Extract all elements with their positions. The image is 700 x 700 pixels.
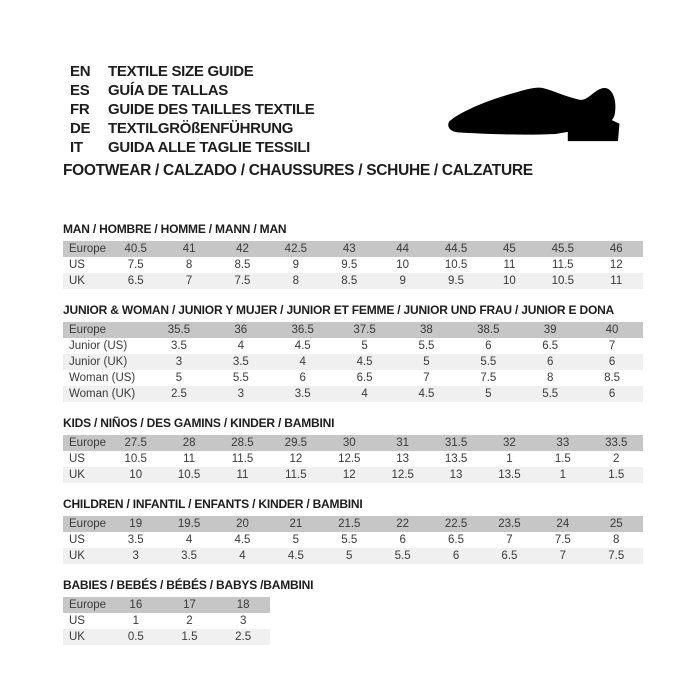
size-value-cell: 10	[129, 469, 143, 481]
size-value-cell: 8.5	[234, 259, 251, 271]
size-value-cell: 8.5	[604, 372, 621, 384]
size-value-cell: 8	[613, 534, 620, 546]
row-label-cell: Europe	[69, 243, 107, 255]
row-label-cell: US	[69, 453, 85, 465]
row-label-cell: Europe	[69, 324, 107, 336]
section-title-man: MAN / HOMBRE / HOMME / MANN / MAN	[63, 222, 287, 236]
size-value-cell: 5	[485, 388, 492, 400]
table-row	[63, 629, 270, 645]
size-value-cell: 40.5	[124, 243, 147, 255]
table-row	[63, 370, 643, 386]
size-value-cell: 4.5	[418, 388, 435, 400]
size-value-cell: 11.5	[231, 453, 254, 465]
row-label-cell: Woman (US)	[69, 372, 136, 384]
size-value-cell: 0.5	[127, 631, 144, 643]
language-line	[70, 119, 314, 138]
size-value-cell: 22.5	[444, 518, 468, 530]
size-value-cell: 3.5	[127, 534, 144, 546]
size-value-cell: 19.5	[177, 518, 201, 530]
language-label: GUIDA ALLE TAGLIE TESSILI	[108, 139, 310, 156]
size-value-cell: 5.5	[394, 550, 411, 562]
size-value-cell: 4	[239, 550, 246, 562]
size-value-cell: 4	[237, 340, 245, 352]
section-man	[63, 222, 645, 289]
size-value-cell: 1	[506, 453, 513, 465]
size-value-cell: 22	[396, 518, 410, 530]
size-value-cell: 7	[608, 340, 616, 352]
size-value-cell: 29.5	[284, 437, 308, 449]
size-tables-area	[63, 222, 645, 659]
size-table-babies	[63, 597, 270, 645]
size-value-cell: 12.5	[391, 469, 414, 481]
size-value-cell: 37.5	[353, 324, 376, 336]
size-table-children	[63, 516, 643, 564]
language-code: IT	[70, 139, 83, 156]
size-value-cell: 8	[546, 372, 554, 384]
size-value-cell: 28.5	[231, 437, 254, 449]
size-value-cell: 5.5	[542, 388, 559, 400]
size-value-cell: 12	[289, 453, 303, 465]
size-value-cell: 11	[610, 275, 623, 287]
size-value-cell: 5.5	[418, 340, 435, 352]
table-header-row	[63, 241, 643, 257]
size-value-cell: 8	[292, 275, 300, 287]
size-value-cell: 13	[449, 469, 463, 481]
size-value-cell: 2.5	[170, 388, 187, 400]
size-value-cell: 31	[396, 437, 410, 449]
size-value-cell: 1	[559, 469, 567, 481]
table-row	[63, 467, 643, 483]
size-value-cell: 3	[175, 356, 183, 368]
table-row	[63, 257, 643, 273]
size-value-cell: 5	[175, 372, 183, 384]
size-value-cell: 13.5	[444, 453, 468, 465]
row-label-cell: US	[69, 615, 85, 627]
size-value-cell: 10	[396, 259, 410, 271]
row-label-cell: US	[69, 259, 85, 271]
dress-shoe-icon	[446, 85, 620, 143]
size-value-cell: 5	[346, 550, 353, 562]
size-value-cell: 6.5	[356, 372, 373, 384]
table-header-row	[63, 322, 643, 338]
section-title-junior-woman: JUNIOR & WOMAN / JUNIOR Y MUJER / JUNIOR ET FEMME / JUNIOR UND FRAU / JUNIOR E DONA	[63, 303, 615, 317]
language-label: TEXTILE SIZE GUIDE	[108, 63, 254, 80]
size-value-cell: 2.5	[235, 631, 252, 643]
language-code: FR	[70, 101, 90, 118]
size-value-cell: 5	[361, 340, 368, 352]
size-value-cell: 6	[546, 356, 554, 368]
size-value-cell: 6	[452, 550, 460, 562]
size-value-cell: 21.5	[338, 518, 361, 530]
size-value-cell: 6	[299, 372, 306, 384]
row-label-cell: US	[69, 534, 85, 546]
section-title-babies: BABIES / BEBÉS / BÉBÉS / BABYS /BAMBINI	[63, 578, 314, 592]
language-code: ES	[70, 82, 90, 99]
size-value-cell: 5.5	[480, 356, 497, 368]
size-value-cell: 10.5	[444, 259, 468, 271]
size-value-cell: 11	[183, 453, 196, 465]
size-value-cell: 1.5	[608, 469, 625, 481]
size-value-cell: 1.5	[554, 453, 571, 465]
table-row	[63, 451, 643, 467]
language-line	[70, 62, 314, 81]
size-value-cell: 4	[361, 388, 368, 400]
size-value-cell: 6.5	[542, 340, 559, 352]
size-value-cell: 3.5	[170, 340, 187, 352]
size-value-cell: 1.5	[181, 631, 198, 643]
row-label-cell: UK	[69, 469, 85, 481]
language-line	[70, 138, 314, 157]
table-header-row	[63, 597, 270, 613]
size-value-cell: 18	[236, 599, 250, 611]
section-title-kids: KIDS / NIÑOS / DES GAMINS / KINDER / BAMBINI	[63, 416, 335, 430]
size-value-cell: 4	[185, 534, 193, 546]
size-value-cell: 11	[503, 259, 516, 271]
table-row	[63, 273, 643, 289]
size-value-cell: 35.5	[167, 324, 191, 336]
size-value-cell: 33.5	[605, 437, 628, 449]
size-value-cell: 10.5	[177, 469, 201, 481]
size-value-cell: 38	[420, 324, 433, 336]
size-value-cell: 23.5	[498, 518, 521, 530]
size-value-cell: 3.5	[294, 388, 311, 400]
size-value-cell: 6.5	[501, 550, 518, 562]
size-value-cell: 43	[342, 243, 356, 255]
size-value-cell: 5.5	[232, 372, 249, 384]
size-value-cell: 4.5	[287, 550, 304, 562]
size-value-cell: 7.5	[234, 275, 251, 287]
row-label-cell: Europe	[69, 437, 107, 449]
language-code: EN	[70, 63, 91, 80]
size-value-cell: 40	[605, 324, 619, 336]
size-value-cell: 31.5	[444, 437, 468, 449]
size-value-cell: 3.5	[232, 356, 249, 368]
size-value-cell: 4	[299, 356, 306, 368]
size-table-kids	[63, 435, 643, 483]
section-kids	[63, 416, 645, 483]
table-header-row	[63, 435, 643, 451]
row-label-cell: Woman (UK)	[69, 388, 136, 400]
size-value-cell: 7.5	[480, 372, 497, 384]
size-value-cell: 33	[556, 437, 570, 449]
size-value-cell: 7.5	[127, 259, 144, 271]
size-value-cell: 2	[186, 615, 193, 627]
language-line	[70, 100, 314, 119]
size-value-cell: 6	[485, 340, 492, 352]
size-value-cell: 4.5	[356, 356, 373, 368]
size-value-cell: 19	[129, 518, 143, 530]
size-value-cell: 6	[399, 534, 406, 546]
size-value-cell: 7.5	[608, 550, 625, 562]
table-row	[63, 548, 643, 564]
size-value-cell: 5	[292, 534, 300, 546]
size-value-cell: 1	[132, 615, 140, 627]
row-label-cell: Europe	[69, 599, 107, 611]
section-title-children: CHILDREN / INFANTIL / ENFANTS / KINDER / BAMBINI	[63, 497, 363, 511]
size-value-cell: 5	[423, 356, 430, 368]
size-table-man	[63, 241, 643, 289]
size-value-cell: 27.5	[124, 437, 147, 449]
size-value-cell: 11.5	[285, 469, 307, 481]
size-value-cell: 7	[423, 372, 430, 384]
size-value-cell: 44	[396, 243, 410, 255]
size-value-cell: 30	[342, 437, 356, 449]
size-value-cell: 24	[556, 518, 570, 530]
size-value-cell: 17	[183, 599, 196, 611]
size-value-cell: 6.5	[127, 275, 144, 287]
size-value-cell: 10.5	[124, 453, 147, 465]
size-value-cell: 9.5	[341, 259, 358, 271]
row-label-cell: Europe	[69, 518, 107, 530]
size-value-cell: 25	[609, 518, 623, 530]
size-value-cell: 38.5	[477, 324, 500, 336]
size-value-cell: 5.5	[341, 534, 358, 546]
row-label-cell: UK	[69, 550, 85, 562]
size-value-cell: 44.5	[444, 243, 468, 255]
category-title: FOOTWEAR / CALZADO / CHAUSSURES / SCHUHE / CALZATURE	[63, 162, 533, 179]
section-junior-woman	[63, 303, 645, 402]
size-value-cell: 6	[608, 356, 616, 368]
size-value-cell: 7.5	[554, 534, 571, 546]
size-value-cell: 42.5	[284, 243, 308, 255]
size-value-cell: 36.5	[291, 324, 314, 336]
size-value-cell: 7	[506, 534, 513, 546]
table-row	[63, 613, 270, 629]
size-value-cell: 2	[613, 453, 620, 465]
size-value-cell: 11.5	[552, 259, 574, 271]
size-value-cell: 21	[289, 518, 303, 530]
size-value-cell: 9	[292, 259, 300, 271]
size-value-cell: 3	[237, 388, 245, 400]
size-value-cell: 10	[503, 275, 516, 287]
row-label-cell: UK	[69, 631, 85, 643]
size-value-cell: 16	[129, 599, 143, 611]
table-row	[63, 386, 643, 402]
size-value-cell: 28	[182, 437, 196, 449]
language-label: GUÍA DE TALLAS	[108, 82, 228, 99]
language-header-block	[70, 62, 314, 157]
size-value-cell: 32	[503, 437, 516, 449]
language-label: GUIDE DES TAILLES TEXTILE	[108, 101, 315, 118]
size-value-cell: 39	[543, 324, 557, 336]
row-label-cell: Junior (UK)	[69, 356, 128, 368]
size-value-cell: 10.5	[551, 275, 575, 287]
size-value-cell: 12	[342, 469, 356, 481]
size-value-cell: 12	[609, 259, 623, 271]
size-value-cell: 4.5	[294, 340, 311, 352]
size-value-cell: 45	[503, 243, 516, 255]
size-value-cell: 41	[182, 243, 196, 255]
size-value-cell: 12.5	[338, 453, 361, 465]
size-value-cell: 9.5	[448, 275, 465, 287]
size-value-cell: 13.5	[498, 469, 521, 481]
table-row	[63, 532, 643, 548]
table-row	[63, 338, 643, 354]
row-label-cell: UK	[69, 275, 85, 287]
size-value-cell: 8.5	[341, 275, 358, 287]
row-label-cell: Junior (US)	[69, 340, 128, 352]
size-value-cell: 8	[185, 259, 193, 271]
section-babies	[63, 578, 645, 645]
size-value-cell: 20	[236, 518, 249, 530]
language-label: TEXTILGRÖßENFÜHRUNG	[108, 120, 294, 137]
size-value-cell: 4.5	[234, 534, 251, 546]
section-children	[63, 497, 645, 564]
size-table-junior-woman	[63, 322, 643, 402]
size-value-cell: 3	[239, 615, 247, 627]
size-value-cell: 6	[608, 388, 616, 400]
size-value-cell: 7	[559, 550, 567, 562]
table-row	[63, 354, 643, 370]
size-value-cell: 6.5	[448, 534, 465, 546]
size-value-cell: 13	[396, 453, 410, 465]
size-value-cell: 45.5	[551, 243, 575, 255]
size-value-cell: 42	[236, 243, 249, 255]
size-value-cell: 3.5	[181, 550, 198, 562]
size-value-cell: 46	[609, 243, 623, 255]
size-value-cell: 3	[132, 550, 139, 562]
table-header-row	[63, 516, 643, 532]
size-value-cell: 11	[236, 469, 249, 481]
size-value-cell: 7	[185, 275, 193, 287]
language-line	[70, 81, 314, 100]
size-value-cell: 9	[399, 275, 406, 287]
size-value-cell: 36	[234, 324, 248, 336]
language-code: DE	[70, 120, 91, 137]
